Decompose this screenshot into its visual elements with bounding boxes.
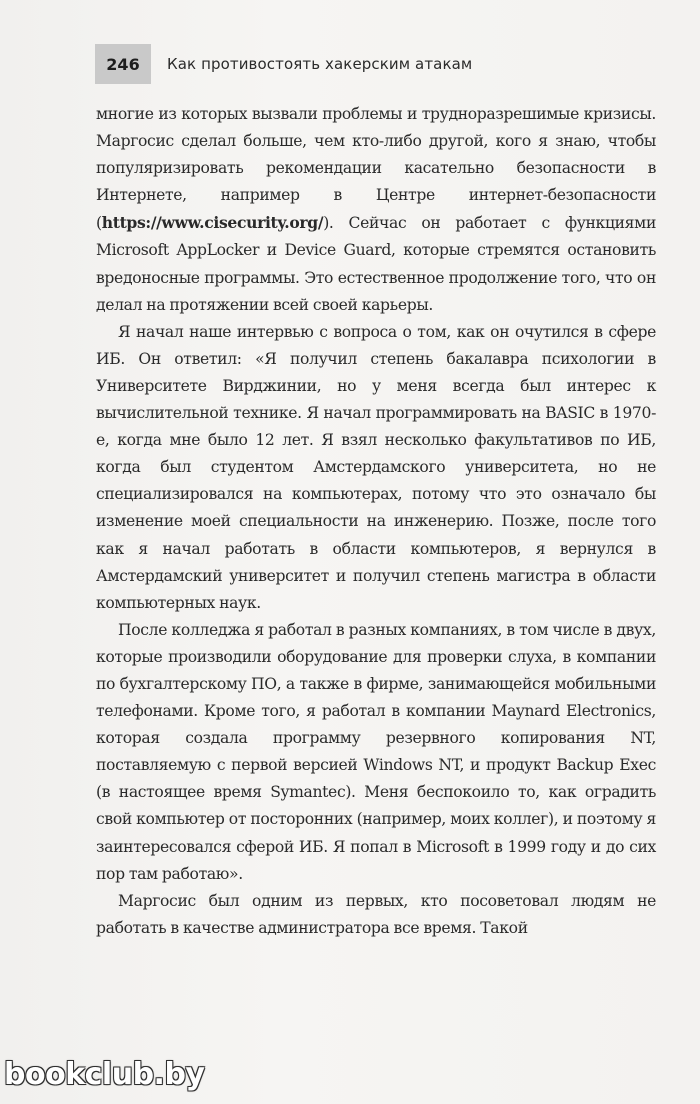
- page-number: 246: [106, 54, 140, 74]
- paragraph-3: После колледжа я работал в разных компаниях, в том числе в двух, которые производили оборудование для проверки слуха, в компании по бухгалтерскому ПО, а также в фирме, занимающейся мобильными телефонами. Кроме того, я работал в компании Maynard Electronics, которая создала программу резервного копирования NT, поставляемую с первой версией Windows NT, и продукт Backup Exec (в настоящее время Symantec). Меня беспокоило то, как оградить свой компьютер от посторонних (например, моих коллег), и поэтому я заинтересовался сферой ИБ. Я попал в Microsoft в 1999 году и до сих пор там работаю».: [96, 620, 656, 883]
- running-title: Как противостоять хакерским атакам: [167, 55, 473, 73]
- cisecurity-url: https://www.cisecurity.org/: [101, 213, 324, 233]
- bookclub-watermark: bookclub.by: [4, 1057, 205, 1092]
- paragraph-2: Я начал наше интервью с вопроса о том, как он очутился в сфере ИБ. Он ответил: «Я получил степень бакалавра психологии в Университете Вирджинии, но у меня всегда был интерес к вычислительной технике. Я начал программировать на BASIC в 1970-е, когда мне было 12 лет. Я взял несколько факультативов по ИБ, когда был студентом Амстердамского университета, но не специализировался на компьютерах, потому что это означало бы изменение моей специальности на инженерию. Позже, после того как я начал работать в области компьютеров, я вернулся в Амстердамский университет и получил степень магистра в области компьютерных наук.: [96, 322, 656, 612]
- paragraph-1-text-after-url: ). Сейчас он работает с функциями Microsoft AppLocker и Device Guard, которые стремятся остановить вредоносные программы. Это естественное продолжение того, что он делал на протяжении всей своей карьеры.: [96, 214, 656, 314]
- page-number-box: [95, 44, 151, 84]
- paragraph-1-text-before-url: многие из которых вызвали проблемы и трудноразрешимые кризисы. Маргосис сделал больше, чем кто-либо другой, кого я знаю, чтобы популяризировать рекомендации касательно безопасности в Интернете, например в Центре интернет-безопасности (: [96, 105, 656, 233]
- page-header: [95, 44, 472, 84]
- paragraph-1: [96, 101, 656, 319]
- body-text: [96, 101, 656, 942]
- paragraph-4: Маргосис был одним из первых, кто посоветовал людям не работать в качестве администратора все время. Такой: [96, 891, 656, 937]
